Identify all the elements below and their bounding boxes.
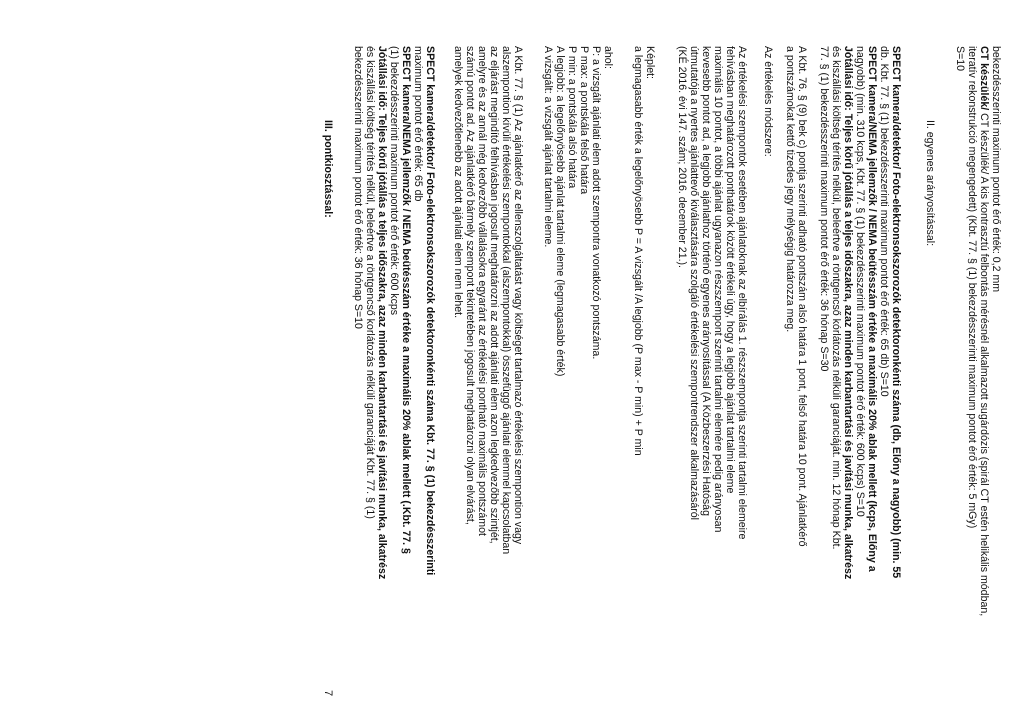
text-line: S=10 (954, 46, 966, 72)
text-line: db. Kbt. 77. § (1) bekezdésszerinti maximum pontot érő érték: 65 db) S=10 (878, 46, 890, 397)
text-line: A Kbt. 76. § (9) bek c) pontja szerinti adható pontszám alsó határa 1 pont, felső határa 10 pont. Ajánlatkérő (796, 46, 808, 547)
text-line: A vizsgált: a vizsgált ajánlat tartalmi eleme. (542, 46, 554, 248)
text-line: útmutatója a nyertes ajánlattevő kiválasztására szolgáló értékelési szempontrendszer alkalmazásáról (688, 46, 700, 521)
section-heading-ii: II. egyenes arányosítással: (924, 120, 936, 247)
text-line: számú pontot ad. Az ajánlatkérő bármely szempont tekintetében jogosult meghatározni olyan elvárást, (464, 46, 476, 525)
text-line: SPECT kamera/NEMA jellemzők / NEMA beütésszám értéke a maximális 20% ablak mellett (.Kbt. 77. § (400, 46, 412, 554)
text-line: P max: a pontskála felső határa (578, 46, 590, 195)
text-line: (KÉ 2016. évi 147. szám; 2016. december 21.). (676, 46, 688, 269)
text-line: bekezdésszerinti maximum pontot érő érték: 0,2 mm (990, 46, 1002, 293)
text-line: Az értékelés módszere: (762, 46, 774, 157)
formula-line: a legmagasabb érték a legelőnyösebb P = A vizsgált /A legjobb (P max - P min) + P min (632, 46, 644, 456)
text-line: ahol: (602, 46, 614, 69)
text-line: nagyobb) (min. 310 kcps, Kbt. 77. § (1) bekezdésszerinti maximum pontot érő érték: 600 kcps) S=10 (854, 46, 866, 517)
text-line: a pontszámokat kettő tizedes jegy mélységig határozza meg. (784, 46, 796, 333)
text-line: SPECT kamera/NEMA jellemzők / NEMA beütésszám értéke a maximális 20% ablak mellett (kcps, Előny a (866, 46, 878, 572)
text-line: SPECT kamera/detektor/ Foto-elektronsokszorozók detektoronkénti száma Kbt. 77. § (1) bekezdésszerinti (424, 46, 436, 576)
text-line: kevesebb pontot ad, a legjobb ajánlathoz történő egyenes arányosítással (A Közbeszerzési Hatóság (700, 46, 712, 516)
text-line: amelyek kedvezőtlenebb az adott ajánlati elem nem lehet. (452, 46, 464, 319)
section-heading-iii: III. pontkiosztással: (322, 120, 334, 218)
text-line: A Kbt. 77. § (1) Az ajánlatkérő az ellenszolgáltatást vagy költséget tartalmazó értékelési szempontion vagy (512, 46, 524, 545)
text-line: és kiszállási költség térítés nélkül, beleértve a röntgencső korlátozás nélküli garanciáját Kbt. 77. § (1) (364, 46, 376, 519)
text-line: P min: a pontskála alsó határa (566, 46, 578, 189)
text-line: CT készülék/ CT készülék/ A kis kontrasztú felbontás mérésnél alkalmazott sugárdózis (spirál CT estén helikális módban, (978, 46, 990, 617)
text-line: iteratív rekonstrukció megengedett) (Kbt. 77. § (1) bekezdésszerinti maximum pontot érő érték: 5 mGy) (966, 46, 978, 529)
text-line: maximális 10 pontot, a többi ajánlat ugyanazon részszempont szerinti tartalmi elemére pedig arányosan (712, 46, 724, 533)
text-line: Az értékelési szempontok esetében ajánlatoknak az elbírálás 1. részszempontja szerinti tartalmi elemeire (736, 46, 748, 540)
text-line: SPECT kamera/detektor/ Foto-elektronsokszorozók detektoronkénti száma (db, Előny a nagyobb) (min. 55 (890, 46, 902, 579)
text-line: P: a vizsgált ajánlati elem adott szempontra vonatkozó pontszáma. (590, 46, 602, 360)
text-line: és kiszállási költség térítés nélkül, beleértve a röntgencső kórlátozás nélküli garanciáját. min. 12 hónap Kbt. (830, 46, 842, 550)
text-line: Képlet: (644, 46, 656, 79)
text-line: A legjobb: a legelőnyösebb ajánlat tartalmi eleme (legmagasabb érték) (554, 46, 566, 377)
page-number: 7 (322, 690, 334, 697)
text-line: maximum pontot érő érték: 65 db (412, 46, 424, 202)
text-line: Jótállási idő: Teljes körű jótállás a teljes időszakra, azaz minden karbantartási és javítási munka, alkatrész (842, 46, 854, 580)
text-line: bekezdésszerinti maximum pontot érő érték: 36 hónap S=10 (352, 46, 364, 329)
text-line: fehívásban meghatározott ponthatárok között értékeli úgy, hogy a legjobb ajánlat tartalmi eleme (724, 46, 736, 494)
text-line: Jótállási idő: Teljes körű jótállás a teljes időszakra, azaz minden karbantartási és javítási munka, alkatrész (376, 46, 388, 580)
text-line: amelyre és az annál még kedvezőbb vállalásokra egyaránt az értékelési pontható maximális pontszámot (476, 46, 488, 536)
text-line: az eljárást megindító felhívásban jogosult meghatározni az adott ajánlati elem azon legkedvezőbb szintjét, (488, 46, 500, 544)
text-line: 77. § (1) bekezdésszerinti maximum pontot érő érték: 36 hónap S=30 (818, 46, 830, 372)
text-line: alszempontion kívüli értékelési szempontokkal (alszempontokkal) összefüggő ajánlati elemmel kapcsolatban (500, 46, 512, 555)
text-line: (1) bekezdésszerinti maximum pontot érő érték: 600 kcps (388, 46, 400, 316)
